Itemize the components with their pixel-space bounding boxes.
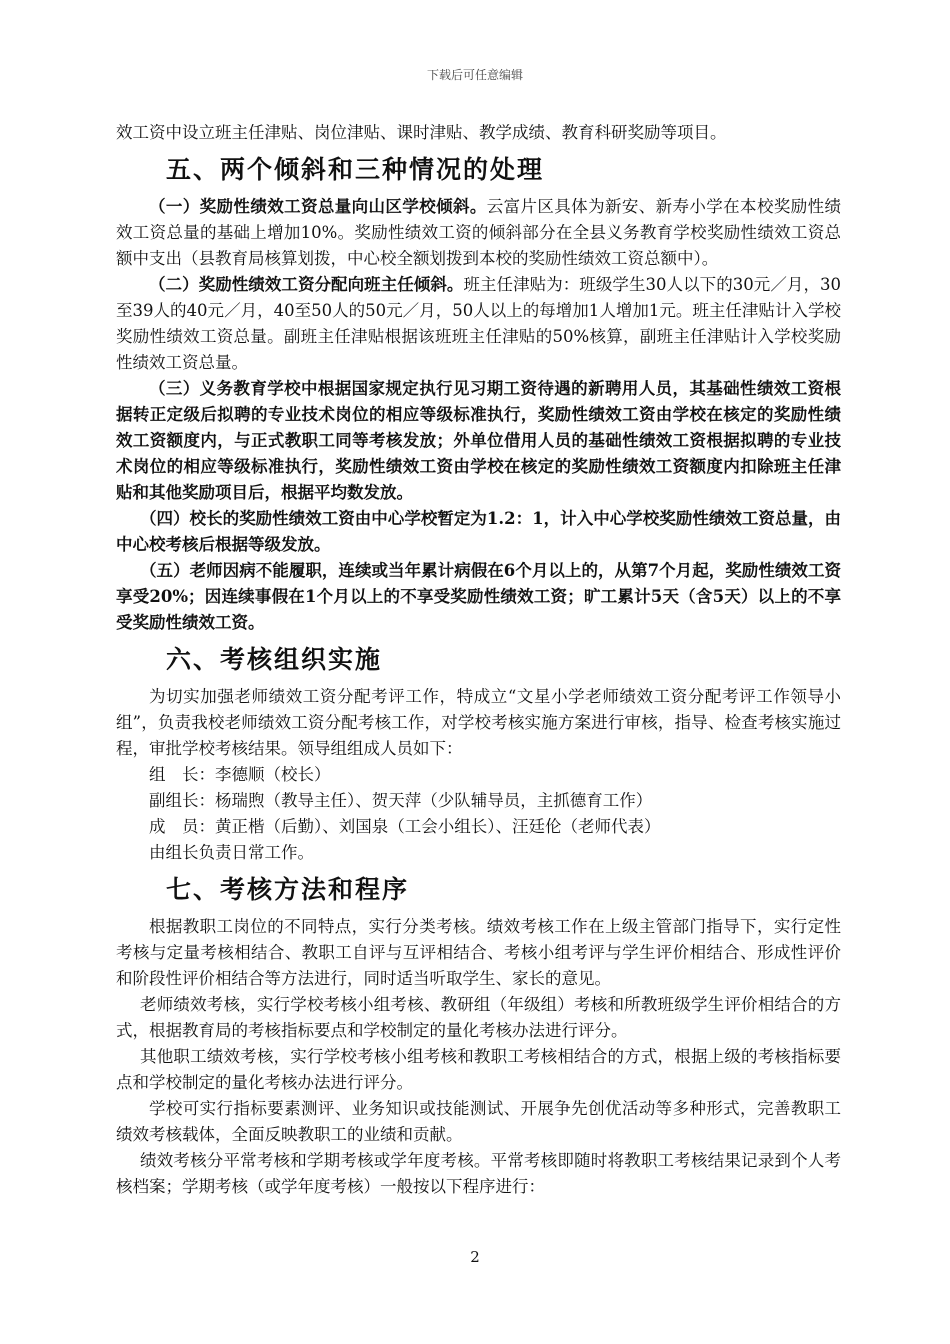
page-number: 2 <box>470 1248 480 1266</box>
section5-item5: （五）老师因病不能履职，连续或当年累计病假在6个月以上的，从第7个月起，奖励性绩效工资享受20%；因连续事假在1个月以上的不享受奖励性绩效工资；旷工累计5天（含5天）以上的不享受奖励性绩效工资。 <box>116 561 841 632</box>
section5-item2 <box>116 272 841 376</box>
document-body <box>116 120 841 1200</box>
section5-item1 <box>116 194 841 272</box>
section7-heading: 七、考核方法和程序 <box>166 875 410 904</box>
section6-heading: 六、考核组织实施 <box>166 645 383 674</box>
section7-paragraph-1: 根据教职工岗位的不同特点，实行分类考核。绩效考核工作在上级主管部门指导下，实行定性考核与定量考核相结合、教职工自评与互评相结合、考核小组考评与学生评价相结合、形成性评价和阶段性评价相结合等方法进行，同时适当听取学生、家长的意见。 <box>116 917 841 988</box>
section7-paragraph-5: 绩效考核分平常考核和学期考核或学年度考核。平常考核即随时将教职工考核结果记录到个人考核档案；学期考核（或学年度考核）一般按以下程序进行： <box>116 1151 841 1196</box>
daily-work: 由组长负责日常工作。 <box>149 843 314 862</box>
section7-paragraph-2: 老师绩效考核，实行学校考核小组考核、教研组（年级组）考核和所教班级学生评价相结合的方式，根据教育局的考核指标要点和学校制定的量化考核办法进行评分。 <box>116 995 841 1040</box>
section5-item4: （四）校长的奖励性绩效工资由中心学校暂定为1.2：1，计入中心学校奖励性绩效工资总量，由中心校考核后根据等级发放。 <box>116 509 841 554</box>
intro-paragraph: 效工资中设立班主任津贴、岗位津贴、课时津贴、教学成绩、教育科研奖励等项目。 <box>116 123 727 142</box>
page-header: 下载后可任意编辑 <box>426 68 523 82</box>
group-deputy: 副组长：杨瑞煦（教导主任）、贺天萍（少队辅导员，主抓德育工作） <box>149 791 653 810</box>
group-members: 成 员：黄正楷（后勤）、刘国泉（工会小组长）、汪廷伦（老师代表） <box>149 817 661 836</box>
section5-item3: （三）义务教育学校中根据国家规定执行见习期工资待遇的新聘用人员，其基础性绩效工资根据转正定级后拟聘的专业技术岗位的相应等级标准执行，奖励性绩效工资由学校在核定的奖励性绩效工资额度内，与正式教职工同等考核发放；外单位借用人员的基础性绩效工资根据拟聘的专业技术岗位的相应等级标准执行，奖励性绩效工资由学校在核定的奖励性绩效工资额度内扣除班主任津贴和其他奖励项目后，根据平均数发放。 <box>116 379 841 502</box>
section6-intro: 为切实加强老师绩效工资分配考评工作，特成立“文星小学老师绩效工资分配考评工作领导小组”，负责我校老师绩效工资分配考核工作，对学校考核实施方案进行审核，指导、检查考核实施过程，审批学校考核结果。领导组组成人员如下： <box>116 687 841 758</box>
section5-heading: 五、两个倾斜和三种情况的处理 <box>166 155 545 184</box>
section7-paragraph-3: 其他职工绩效考核，实行学校考核小组考核和教职工考核相结合的方式，根据上级的考核指标要点和学校制定的量化考核办法进行评分。 <box>116 1047 841 1092</box>
section5-item2-text: 班主任津贴为：班级学生30人以下的30元／月，30至39人的40元／月，40至50人的50元／月，50人以上的每增加1人增加1元。班主任津贴计入学校奖励性绩效工资总量。副班主任津贴根据该班班主任津贴的50%核算，副班主任津贴计入学校奖励性绩效工资总量。 <box>116 275 841 372</box>
section7-paragraph-4: 学校可实行指标要素测评、业务知识或技能测试、开展争先创优活动等多种形式，完善教职工绩效考核载体，全面反映教职工的业绩和贡献。 <box>116 1099 841 1144</box>
group-leader: 组 长：李德顺（校长） <box>149 765 331 784</box>
section5-item1-bold: （一）奖励性绩效工资总量向山区学校倾斜。 <box>149 197 487 216</box>
section5-item2-bold: （二）奖励性绩效工资分配向班主任倾斜。 <box>149 275 464 294</box>
section5-item1-text: 云富片区具体为新安、新寿小学在本校奖励性绩效工资总量的基础上增加10%。奖励性绩效工资的倾斜部分在全县义务教育学校奖励性绩效工资总额中支出（县教育局核算划拨，中心校全额划拨到本校的奖励性绩效工资总额中）。 <box>116 197 842 268</box>
